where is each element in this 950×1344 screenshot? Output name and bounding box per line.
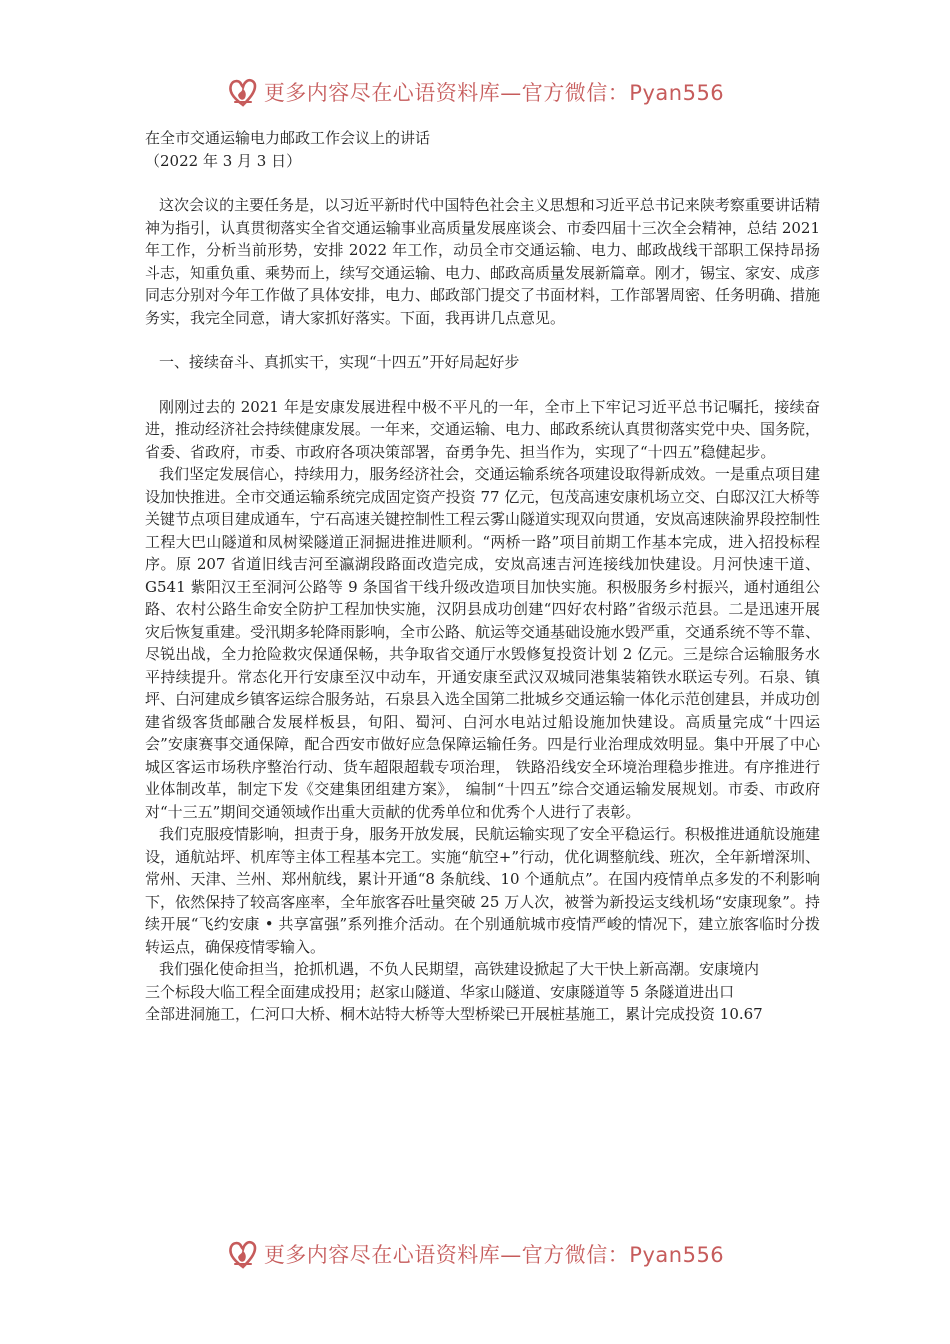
banner-text: 更多内容尽在心语资料库—官方微信：Pyan556 xyxy=(263,1243,725,1267)
intro-paragraph: 这次会议的主要任务是，以习近平新时代中国特色社会主义思想和习近平总书记来陕考察重要讲话精神为指引，认真贯彻落实全省交通运输事业高质量发展座谈会、市委四届十三次全会精神，总结 2021 年工作，分析当前形势，安排 2022 年工作，动员全市交通运输、电力、邮政战线干部职工保持昂扬斗志，知重负重、乘势而上，续写交通运输、电力、邮政高质量发展新篇章。刚才，锡宝、家安、成彦同志分别对今年工作做了具体安排，电力、邮政部门提交了书面材料，工作部署周密、任务明确、措施务实，我完全同意，请大家抓好落实。下面，我再讲几点意见。 xyxy=(145,196,821,327)
paragraph-2021-review: 刚刚过去的 2021 年是安康发展进程中极不平凡的一年，全市上下牢记习近平总书记嘱托，接续奋进，推动经济社会持续健康发展。一年来，交通运输、电力、邮政系统认真贯彻落实党中央、国务院，省委、省政府，市委、市政府各项决策部署，奋勇争先、担当作为，实现了“十四五”稳健起步。 xyxy=(145,397,821,461)
paragraph-aviation: 我们克服疫情影响，担责于身，服务开放发展，民航运输实现了安全平稳运行。积极推进通航设施建设，通航站坪、机库等主体工程基本完工。实施“航空+”行动，优化调整航线、班次，全年新增深圳、常州、天津、兰州、郑州航线，累计开通“8 条航线、10 个通航点”。在国内疫情单点多发的不利影响下，依然保持了较高客座率，全年旅客吞吐量突破 25 万人次，被誉为新投运支线机场“安康现象”。持续开展“飞约安康 • 共享富强”系列推介活动。在个别通航城市疫情严峻的情况下，建立旅客临时分拨转运点，确保疫情零输入。 xyxy=(145,825,820,956)
document-title: 在全市交通运输电力邮政工作会议上的讲话 xyxy=(145,129,431,147)
paragraph-high-speed-rail-line: 全部进洞施工，仁河口大桥、桐木站特大桥等大型桥梁已开展桩基施工，累计完成投资 10.67 xyxy=(145,1005,763,1023)
heart-flame-logo-icon xyxy=(226,1237,260,1271)
document-date: （2022 年 3 月 3 日） xyxy=(145,151,302,170)
section-heading: 一、接续奋斗、真抓实干，实现“十四五”开好局起好步 xyxy=(159,353,520,371)
heart-flame-logo-icon xyxy=(226,75,260,109)
header-watermark-banner xyxy=(0,70,950,114)
paragraph-high-speed-rail-line: 三个标段大临工程全面建成投用；赵家山隧道、华家山隧道、安康隧道等 5 条隧道进出口 xyxy=(145,982,735,1001)
paragraph-high-speed-rail-line: 我们强化使命担当，抢抓机遇，不负人民期望，高铁建设掀起了大干快上新高潮。安康境内 xyxy=(159,960,760,978)
paragraph-transport-achievements: 我们坚定发展信心，持续用力，服务经济社会，交通运输系统各项建设取得新成效。一是重点项目建设加快推进。全市交通运输系统完成固定资产投资 77 亿元，包茂高速安康机场立交、白邸汉江大桥等关键节点项目建成通车，宁石高速关键控制性工程云雾山隧道实现双向贯通，安岚高速陕渝界段控制性工程大巴山隧道和凤树梁隧道正洞掘进推进顺利。“两桥一路”项目前期工作基本完成，进入招投标程序。原 207 省道旧线吉河至瀛湖段路面改造完成，安岚高速吉河连接线加快建设。月河快速干道、G541 紫阳汉王至洞河公路等 9 条国省干线升级改造项目加快实施。积极服务乡村振兴，通村通组公路、农村公路生命安全防护工程加快实施，汉阴县成功创建“四好农村路”省级示范县。二是迅速开展灾后恢复重建。受汛期多轮降雨影响，全市公路、航运等交通基础设施水毁严重，交通系统不等不靠、尽锐出战，全力抢险救灾保通保畅，共争取省交通厅水毁修复投资计划 2 亿元。三是综合运输服务水平持续提升。常态化开行安康至汉中动车，开通安康至武汉双城同港集装箱铁水联运专列。石泉、镇坪、白河建成乡镇客运综合服务站，石泉县入选全国第二批城乡交通运输一体化示范创建县，并成功创建省级客货邮融合发展样板县，旬阳、蜀河、白河水电站过船设施加快建设。高质量完成“十四运会”安康赛事交通保障，配合西安市做好应急保障运输任务。四是行业治理成效明显。集中开展了中心城区客运市场秩序整治行动、货车超限超载专项治理， 铁路沿线安全环境治理稳步推进。有序推进行业体制改革，制定下发《交建集团组建方案》， 编制“十四五”综合交通运输发展规划。市委、市政府对“十三五”期间交通领域作出重大贡献的优秀单位和优秀个人进行了表彰。 xyxy=(145,465,821,821)
footer-watermark-banner xyxy=(0,1232,950,1276)
document-body xyxy=(145,127,820,1026)
banner-text: 更多内容尽在心语资料库—官方微信：Pyan556 xyxy=(263,81,725,105)
